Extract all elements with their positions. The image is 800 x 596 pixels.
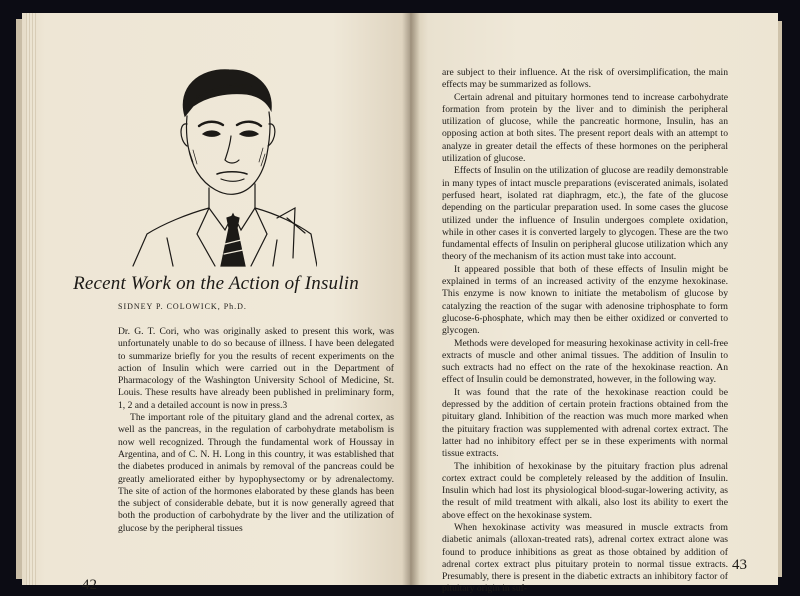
article-author: SIDNEY P. COLOWICK, Ph.D.: [118, 302, 247, 311]
paragraph: Effects of Insulin on the utilization of glucose are readily demonstrable in many types of intact muscle preparations (eviscerated animals, isolated perfused heart, isolated rat diaphragm, etc.), the fate of the glucose depending on the particular preparation used. In some cases the glucose utilized under the influence of Insulin undergoes complete oxidation, while in other cases it is converted largely to glycogen. These are the two fundamental effects of Insulin on peripheral glucose utilization which any theory of the mechanism of its action must take into account.: [442, 165, 728, 263]
book-gutter: [402, 13, 420, 585]
author-portrait-sketch: [127, 58, 317, 268]
paragraph: When hexokinase activity was measured in muscle extracts from diabetic animals (alloxan-treated rats), adrenal cortex extract alone was found to produce inhibitions as great as those obtained by addition of adrenal cortex extract plus pituitary protein to normal tissue extracts. Presumably, there is present in the diabetic extracts an inhibitory factor of pituitary origin in suf-: [442, 521, 728, 595]
paragraph: Certain adrenal and pituitary hormones tend to increase carbohydrate formation from protein by the liver and to diminish the peripheral utilization of glucose, while the pancreatic hormone, Insulin, has an opposing action at both sites. The present report deals with an attempt to analyze in greater detail the effects of these hormones on the peripheral utilization of glucose.: [442, 91, 728, 165]
paragraph: It appeared possible that both of these effects of Insulin might be explained in terms of an increased activity of the enzyme hexokinase. This enzyme is now known to initiate the metabolism of glucose by catalyzing the reaction of the sugar with adenosine triphosphate to form glucose-6-phosphate, which may then be either oxidized or converted to glycogen.: [442, 263, 728, 337]
paragraph: are subject to their influence. At the risk of oversimplification, the main effects may be summarized as follows.: [442, 67, 728, 91]
paragraph: Dr. G. T. Cori, who was originally asked to present this work, was unfortunately unable to do so because of illness. I have been delegated to summarize briefly for you the results of recent experiments on the action of Insulin which were carried out in the Department of Pharmacology of the Washington University School of Medicine, St. Louis. These results have already been published in preliminary form, 1, 2 and a detailed account is now in press.3: [118, 326, 394, 411]
left-page: [22, 13, 410, 593]
open-book: [22, 13, 778, 595]
article-title: Recent Work on the Action of Insulin: [73, 273, 359, 294]
page-stack-edge: [26, 13, 36, 585]
page-number-right: 43: [732, 557, 747, 573]
right-text-column: [442, 67, 728, 596]
page-number-left: 42: [82, 577, 97, 593]
paragraph: The important role of the pituitary gland and the adrenal cortex, as well as the pancreas, in the regulation of carbohydrate metabolism is now well recognized. Through the fundamental work of Houssay in Argentina, and of C. N. H. Long in this country, it was established that the diabetes produced in animals by removal of the pancreas could be greatly ameliorated either by hypophysectomy or by adrenalectomy. The site of action of the hormones elaborated by these glands has been the subject of considerable debate, but it is now generally agreed that both the production of carbohydrate by the liver and the utilization of glucose by the peripheral tissues: [118, 412, 394, 534]
paragraph: It was found that the rate of the hexokinase reaction could be depressed by the addition of certain protein fractions obtained from the pituitary gland. Inhibition of the reaction was much more marked when the pituitary fraction was supplemented with adrenal cortex extract. The latter had no inhibitory effect per se in these experiments with normal tissue extracts.: [442, 386, 728, 460]
left-text-column: [118, 326, 394, 535]
paragraph: Methods were developed for measuring hexokinase activity in cell-free extracts of muscle and other animal tissues. The addition of Insulin to such extracts had no effect on the rate of the hexokinase reaction. An effect of Insulin could be demonstrated, however, in the following way.: [442, 337, 728, 386]
paragraph: The inhibition of hexokinase by the pituitary fraction plus adrenal cortex extract could be completely released by the addition of Insulin. Insulin which had lost its physiological blood-sugar-lowering activity, as the result of mild treatment with alkali, also lost its ability to exert the above effect on the hexokinase system.: [442, 460, 728, 521]
